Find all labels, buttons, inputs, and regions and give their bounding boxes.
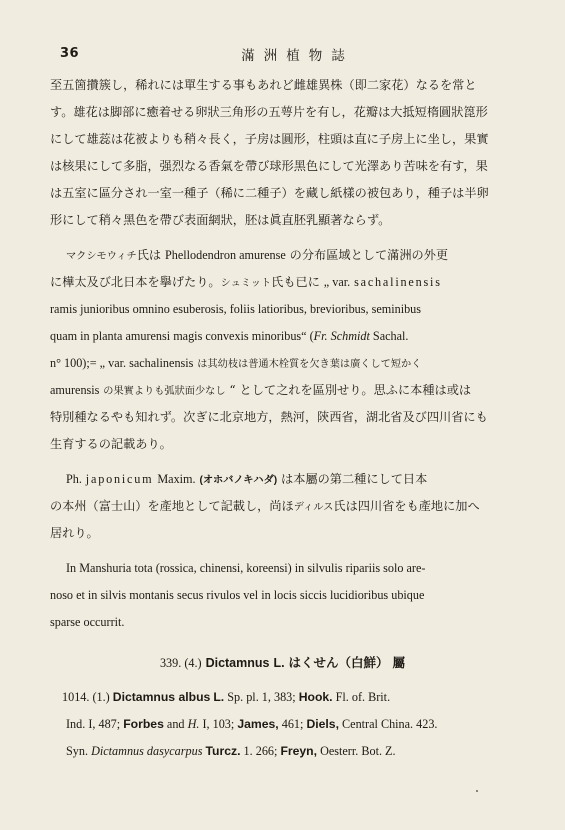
text-run: 氏は四川省をも產地に加へ (333, 499, 480, 513)
para4-line2: noso et in silvis montanis secus rivulos vel in locis siccis lucidioribus ubique (50, 588, 425, 602)
citation-author: Freyn, (280, 744, 318, 758)
body-line: は核果にして多脂，强烈なる香氣を帶び球形黑色にして光澤あり苦味を有す，果 (50, 159, 488, 173)
author-name-diels: ディルス (293, 502, 334, 513)
genus-name: Dictamnus (205, 656, 270, 670)
species-line1 (62, 688, 520, 706)
page-mark (476, 790, 478, 792)
running-title: 滿洲植物誌 (241, 48, 354, 64)
citation-author: Diels, (306, 717, 339, 731)
synonym-name: Dictamnus dasycarpus (91, 744, 203, 758)
citation: 1. 266; (243, 744, 278, 758)
japanese-common-name: (オホバノキハダ) (199, 475, 278, 486)
species-epithet: japonicum (85, 472, 154, 486)
page-number: 36 (60, 46, 80, 61)
latin-text: n° 100);= „ var. sachalinensis (50, 356, 194, 370)
citation-author: H. (187, 717, 200, 731)
body-line: す。雄花は脚部に癒着せる卵狀三角形の五萼片を有し，花瓣は大抵短楕圓狀箆形 (50, 105, 488, 119)
para2-line2 (50, 273, 520, 293)
body-line: 形にして稍々黑色を帶び表面網狀，胚は眞直胚乳顯著ならず。 (50, 213, 391, 227)
para2-line3: ramis junioribus omnino esuberosis, foliis latioribus, brevioribus, seminibus (50, 302, 422, 316)
text-run: に樺太及び北日本を擧げたり。 (50, 275, 221, 289)
genus-rank: 屬 (392, 656, 406, 670)
citation: I, 103; (202, 717, 235, 731)
para2-line7: 特別種なるやも知れず。次ぎに北京地方，熱河，陝西省，湖北省及び四川省にも (50, 410, 488, 424)
para3-line1 (66, 470, 520, 490)
citation-author: Turcz. (205, 744, 241, 758)
citation: and (166, 717, 185, 731)
species-line2 (66, 715, 520, 733)
text-run: の果實よりも弧狀面少なし (103, 386, 226, 397)
latin-epithet: sachalinensis (354, 275, 442, 289)
para3-line2 (50, 497, 520, 517)
text-run: 氏も已に (271, 275, 320, 289)
species-author: L. (213, 690, 225, 704)
para4-line1: In Manshuria tota (rossica, chinensi, koreensi) in silvulis ripariis solo are- (66, 561, 426, 575)
body-line: にして雄蕊は花被よりも稍々長く，子房は圓形，柱頭は直に子房上に坐し，果實 (50, 132, 489, 146)
citation-author: James, (237, 717, 279, 731)
body-line: は五室に區分され一室一種子（稀に二種子）を藏し紙樣の被包あり，種子は半卵 (50, 186, 489, 200)
para2-line5 (50, 354, 520, 374)
citation: Ind. I, 487; (66, 717, 121, 731)
citation: Central China. 423. (342, 717, 438, 731)
para3-line3: 居れり。 (50, 526, 99, 540)
para2-line4 (50, 327, 520, 345)
latin-text: quam in planta amurensi magis convexis minoribus“ ( (50, 329, 314, 343)
citation-author: Hook. (298, 690, 333, 704)
species-name: Dictamnus albus (112, 690, 211, 704)
citation: 461; (281, 717, 304, 731)
genus-abbrev: Ph. (66, 472, 82, 486)
text-run: は其幼枝は普通木栓質を欠き葉は廣く (197, 359, 371, 370)
genus-japanese-name: はくせん（白鮮） (288, 656, 389, 670)
author-name-schmidt: シュミット (220, 278, 272, 289)
genus-author: L. (273, 656, 285, 670)
latin-name: Phellodendron amurense (164, 248, 286, 262)
para2-line8: 生育するの記載あり。 (50, 437, 172, 451)
species-number: 1014. (1.) (62, 690, 110, 704)
citation: Oesterr. Bot. Z. (320, 744, 396, 758)
body-line: 至五箇攢簇し，稀れには單生する事もあれど雌雄異株（即二家花）なるを常と (50, 78, 477, 92)
para2-line6 (50, 381, 520, 401)
para2-line1 (66, 246, 520, 266)
synonym-label: Syn. (66, 744, 89, 758)
para4-line3: sparse occurrit. (50, 615, 125, 629)
text-run: して短かく (370, 359, 422, 370)
text-run: “ として之れを區別せり。思ふに本種は或は (229, 383, 472, 397)
text-run: の本州（富士山）を產地として記載し，尚ほ (50, 499, 294, 513)
text-run: 氏は (136, 248, 162, 262)
author-abbrev: Maxim. (157, 472, 196, 486)
citation-author: Forbes (123, 717, 164, 731)
latin-text: amurensis (50, 383, 100, 397)
genus-number: 339. (4.) (159, 656, 202, 670)
latin-text: „ var. (323, 275, 351, 289)
genus-heading (0, 653, 565, 671)
species-line3 (66, 742, 520, 760)
citation-author: Fr. Schmidt (313, 329, 370, 343)
text-run: は本屬の第二種にして日本 (281, 472, 428, 486)
author-name-maximowicz: マクシモウィチ (66, 251, 137, 262)
citation: Sp. pl. 1, 383; (227, 690, 296, 704)
latin-text: Sachal. (369, 329, 409, 343)
text-run: の分布區域として滿洲の外更 (289, 248, 449, 262)
citation: Fl. of. Brit. (335, 690, 391, 704)
